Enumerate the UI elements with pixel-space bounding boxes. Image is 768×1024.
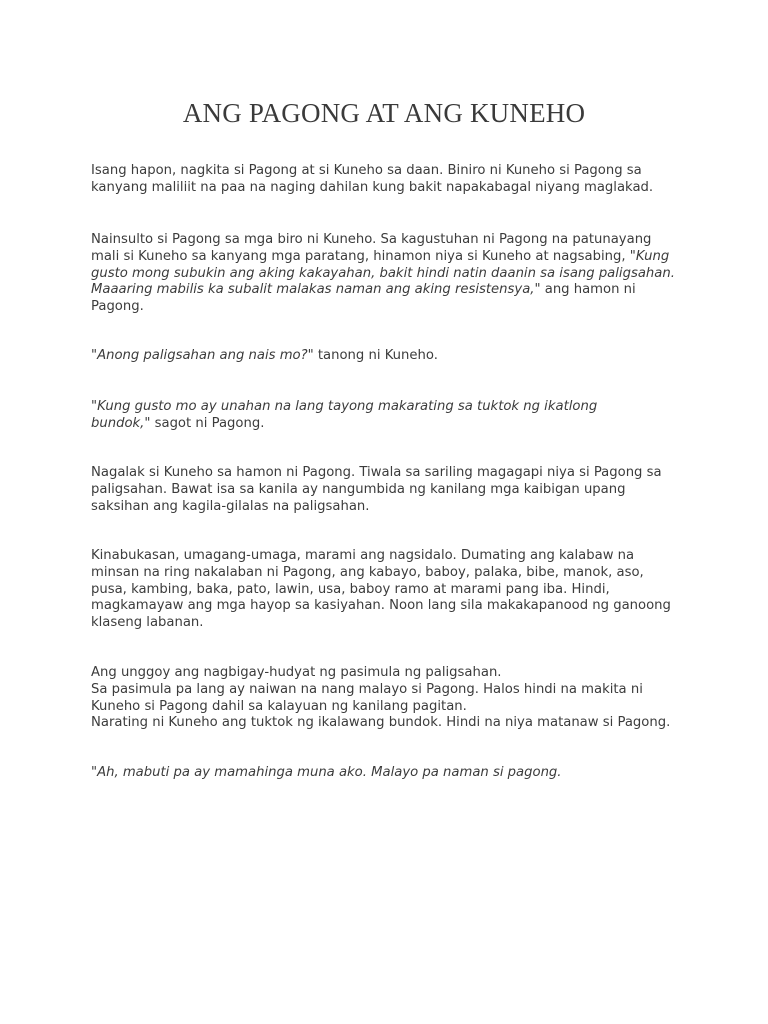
paragraph-2 bbox=[91, 232, 691, 316]
paragraph-7 bbox=[91, 665, 691, 732]
paragraph-5 bbox=[91, 465, 691, 515]
paragraph-line: Ang unggoy ang nagbigay-hudyat ng pasimula ng paligsahan. bbox=[91, 665, 502, 680]
paragraph-line: saksihan ang kagila-gilalas na paligsahan. bbox=[91, 498, 370, 514]
paragraph-text: mali si Kuneho sa kanyang mga paratang, hinamon niya si Kuneho at nagsabing, bbox=[91, 248, 630, 264]
paragraph-4 bbox=[91, 399, 691, 433]
paragraph-line: Pagong. bbox=[91, 299, 144, 315]
paragraph-8 bbox=[91, 765, 691, 782]
paragraph-line bbox=[91, 282, 691, 299]
paragraph-line: Kinabukasan, umagang-umaga, marami ang nagsidalo. Dumating ang kalabaw na bbox=[91, 548, 635, 563]
paragraph-text: sagot ni Pagong. bbox=[150, 415, 265, 431]
paragraph-line bbox=[91, 765, 691, 782]
paragraph-text: ang hamon ni bbox=[540, 282, 636, 298]
paragraph-1 bbox=[91, 163, 691, 197]
paragraph-line bbox=[91, 266, 691, 283]
quote-text: "Kung bbox=[629, 248, 670, 264]
paragraph-line: Nainsulto si Pagong sa mga biro ni Kuneho. Sa kagustuhan ni Pagong na patunayang bbox=[91, 232, 652, 247]
paragraph-line bbox=[91, 399, 691, 416]
paragraph-line: klaseng labanan. bbox=[91, 615, 204, 631]
paragraph-line: Sa pasimula pa lang ay naiwan na nang malayo si Pagong. Halos hindi na makita ni bbox=[91, 681, 643, 697]
paragraph-line: paligsahan. Bawat isa sa kanila ay nangumbida ng kanilang mga kaibigan upang bbox=[91, 481, 626, 497]
quote-text: bundok," bbox=[91, 415, 151, 431]
paragraph-line: kanyang maliliit na paa na naging dahilan kung bakit napakabagal niyang maglakad. bbox=[91, 179, 654, 195]
quote-text: "Anong paligsahan ang nais mo?" bbox=[91, 348, 314, 363]
paragraph-line bbox=[91, 416, 691, 433]
paragraph-6 bbox=[91, 548, 691, 632]
paragraph-line: pusa, kambing, baka, pato, lawin, usa, baboy ramo at marami pang iba. Hindi, bbox=[91, 581, 610, 597]
quote-text: Maaaring mabilis ka subalit malakas naman ang aking resistensya," bbox=[91, 282, 541, 298]
paragraph-line: Isang hapon, nagkita si Pagong at si Kuneho sa daan. Biniro ni Kuneho si Pagong sa bbox=[91, 163, 642, 178]
paragraph-line: minsan na ring nakalaban ni Pagong, ang kabayo, baboy, palaka, bibe, manok, aso, bbox=[91, 564, 644, 580]
paragraph-3 bbox=[91, 348, 691, 365]
paragraph-line: magkamayaw ang mga hayop sa kasiyahan. Noon lang sila makakapanood ng ganoong bbox=[91, 598, 671, 614]
paragraph-line: Nagalak si Kuneho sa hamon ni Pagong. Tiwala sa sariling magagapi niya si Pagong sa bbox=[91, 465, 662, 480]
paragraph-line: Narating ni Kuneho ang tuktok ng ikalawang bundok. Hindi na niya matanaw si Pagong. bbox=[91, 715, 671, 731]
paragraph-line bbox=[91, 249, 691, 266]
paragraph-line bbox=[91, 348, 691, 365]
quote-text: "Kung gusto mo ay unahan na lang tayong makarating sa tuktok ng ikatlong bbox=[91, 399, 598, 414]
paragraph-line: Kuneho si Pagong dahil sa kalayuan ng kanilang pagitan. bbox=[91, 698, 467, 714]
document-title: ANG PAGONG AT ANG KUNEHO bbox=[182, 98, 586, 128]
quote-text: gusto mong subukin ang aking kakayahan, bakit hindi natin daanin sa isang paligsahan. bbox=[91, 265, 675, 281]
paragraph-text: tanong ni Kuneho. bbox=[313, 348, 438, 363]
quote-text: "Ah, mabuti pa ay mamahinga muna ako. Malayo pa naman si pagong. bbox=[91, 765, 562, 780]
